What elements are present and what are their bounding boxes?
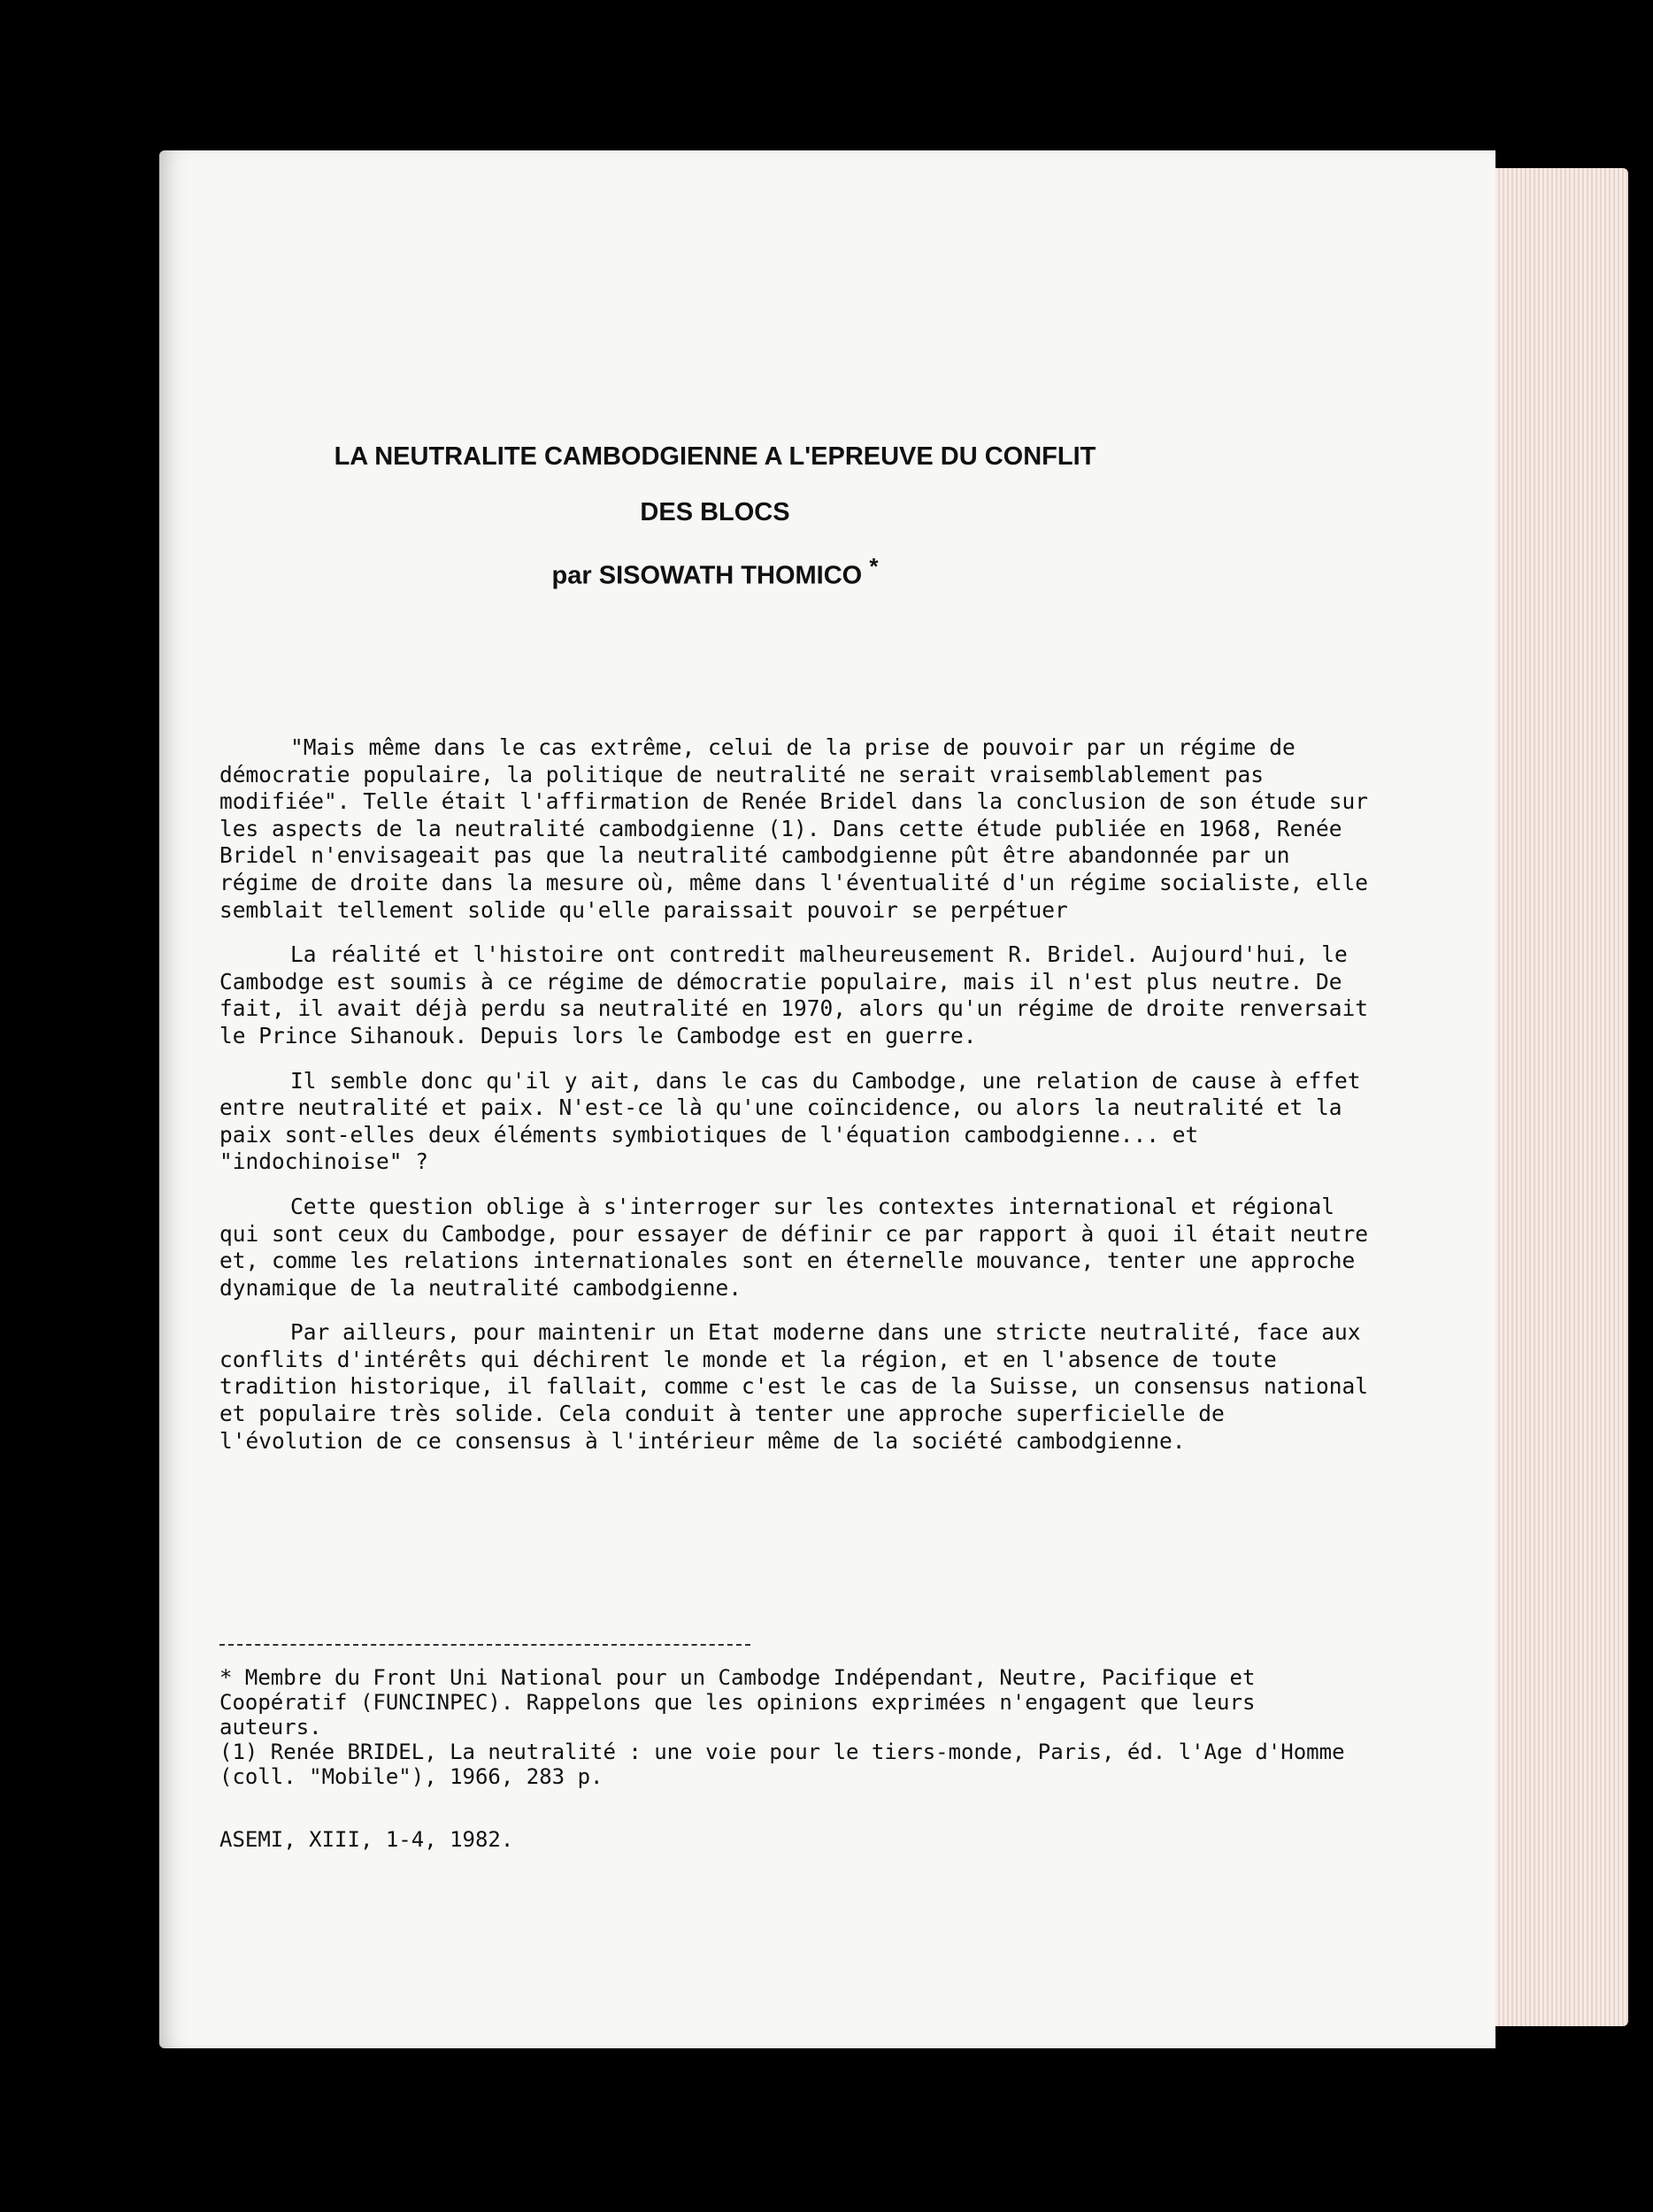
paragraph: "Mais même dans le cas extrême, celui de la prise de pouvoir par un régime de démocratie populaire, la politique de neutralité ne serait vraisemblablement pas modifiée". Telle était l'affirmation de Renée Bridel dans la conclusion de son étude sur les aspects de la neutralité cambodgienne (1). Dans cette étude publiée en 1968, Renée Bridel n'envisageait pas que la neutralité cambodgienne pût être abandonnée par un régime de droite dans la mesure où, même dans l'éventualité d'un régime socialiste, elle semblait tellement solide qu'elle paraissait pouvoir se perpétuer <box>219 734 1381 923</box>
book-page <box>159 150 1495 2048</box>
article-title-line2: DES BLOCS <box>640 498 790 526</box>
footnote: (1) Renée BRIDEL, La neutralité : une voie pour le tiers-monde, Paris, éd. l'Age d'Homme (coll. "Mobile"), 1966, 283 p. <box>219 1740 1357 1789</box>
paragraph: Par ailleurs, pour maintenir un Etat moderne dans une stricte neutralité, face aux conflits d'intérêts qui déchirent le monde et la région, et en l'absence de toute tradition historique, il fallait, comme c'est le cas de la Suisse, un consensus national et populaire très solide. Cela conduit à tenter une approche superficielle de l'évolution de ce consensus à l'intérieur même de la société cambodgienne. <box>219 1319 1381 1454</box>
article-author <box>219 553 1211 591</box>
article-title-line1: LA NEUTRALITE CAMBODGIENNE A L'EPREUVE DU CONFLIT <box>334 442 1096 471</box>
book <box>159 150 1487 2053</box>
journal-citation: ASEMI, XIII, 1-4, 1982. <box>219 1827 514 1852</box>
paragraph: Cette question oblige à s'interroger sur les contextes international et régional qui sont ceux du Cambodge, pour essayer de définir ce par rapport à quoi il était neutre et, comme les relations internationales sont en éternelle mouvance, tenter une approche dynamique de la neutralité cambodgienne. <box>219 1193 1381 1301</box>
footnote-divider <box>219 1644 750 1646</box>
footnotes <box>219 1665 1370 1789</box>
paragraph: Il semble donc qu'il y ait, dans le cas du Cambodge, une relation de cause à effet entre neutralité et paix. N'est-ce là qu'une coïncidence, ou alors la neutralité et la paix sont-elles deux éléments symbiotiques de l'équation cambodgienne... et "indochinoise" ? <box>219 1067 1374 1175</box>
article-body <box>219 734 1381 1472</box>
author-footnote-mark: * <box>869 553 879 580</box>
footnote: * Membre du Front Uni National pour un Cambodge Indépendant, Neutre, Pacifique et Coopératif (FUNCINPEC). Rappelons que les opinions exprimées n'engagent que leurs auteurs. <box>219 1665 1268 1740</box>
author-name: par SISOWATH THOMICO <box>551 561 863 590</box>
paragraph: La réalité et l'histoire ont contredit malheureusement R. Bridel. Aujourd'hui, le Cambodge est soumis à ce régime de démocratie populaire, mais il n'est plus neutre. De fait, il avait déjà perdu sa neutralité en 1970, alors qu'un régime de droite renversait le Prince Sihanouk. Depuis lors le Cambodge est en guerre. <box>219 941 1381 1048</box>
